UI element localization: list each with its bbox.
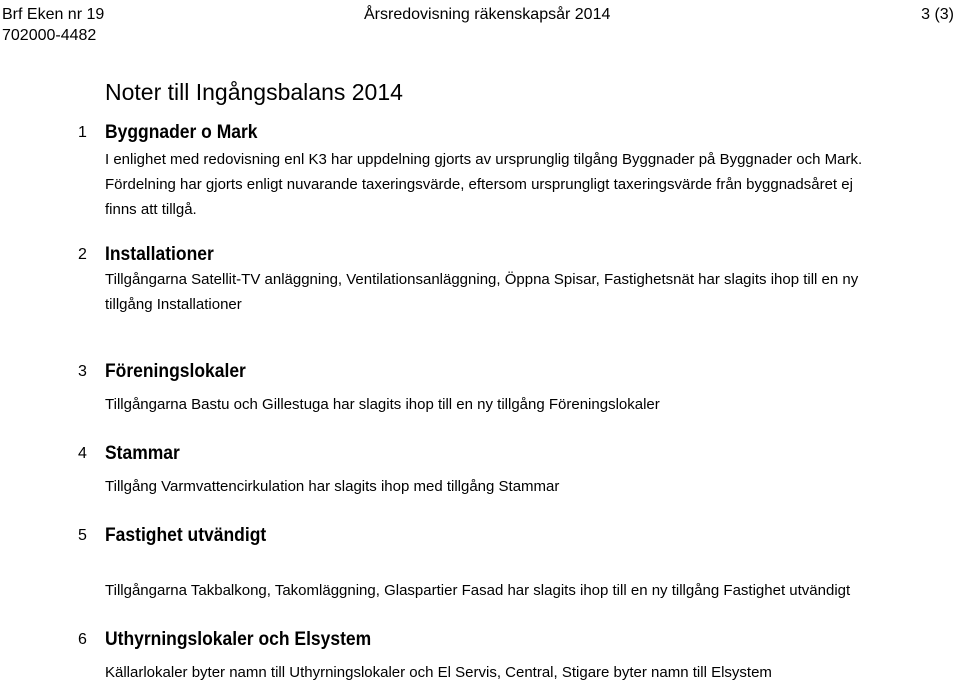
page-title: Noter till Ingångsbalans 2014 [105,79,403,105]
note-number: 3 [78,363,87,380]
note-body [105,660,905,685]
note-number: 6 [78,631,87,648]
note-heading: Uthyrningslokaler och Elsystem [105,629,372,650]
note-line: Tillgångarna Satellit-TV anläggning, Ventilationsanläggning, Öppna Spisar, Fastighetsnät har slagits ihop till en ny [105,271,859,288]
note-line: Tillgång Varmvattencirkulation har slagits ihop med tillgång Stammar [105,478,560,495]
note-heading: Installationer [105,244,214,265]
organization-number: 702000-4482 [2,27,97,44]
page-header-organization [2,4,104,46]
note-line: tillgång Installationer [105,296,242,313]
note-number: 1 [78,124,87,141]
note-body [105,147,905,222]
note-number: 5 [78,527,87,544]
note-body [105,392,905,417]
document-title: Årsredovisning räkenskapsår 2014 [364,6,611,23]
note-heading: Föreningslokaler [105,361,246,382]
note-body [105,578,905,603]
note-heading: Byggnader o Mark [105,122,258,143]
note-number: 2 [78,246,87,263]
note-heading: Fastighet utvändigt [105,525,267,546]
note-line: Tillgångarna Takbalkong, Takomläggning, Glaspartier Fasad har slagits ihop till en ny tillgång Fastighet utvändigt [105,582,851,599]
page-indicator: 3 (3) [921,6,954,23]
note-line: Källarlokaler byter namn till Uthyrningslokaler och El Servis, Central, Stigare byter namn till Elsystem [105,664,772,681]
organization-name: Brf Eken nr 19 [2,6,105,23]
note-line: Fördelning har gjorts enligt nuvarande taxeringsvärde, eftersom ursprungligt taxeringsvärde från byggnadsåret ej [105,176,853,193]
note-body [105,474,905,499]
note-line: Tillgångarna Bastu och Gillestuga har slagits ihop till en ny tillgång Föreningslokaler [105,396,660,413]
note-heading: Stammar [105,443,180,464]
note-line: finns att tillgå. [105,201,197,218]
note-body [105,267,905,317]
note-number: 4 [78,445,87,462]
note-line: I enlighet med redovisning enl K3 har uppdelning gjorts av ursprunglig tilgång Byggnader på Byggnader och Mark. [105,151,863,168]
